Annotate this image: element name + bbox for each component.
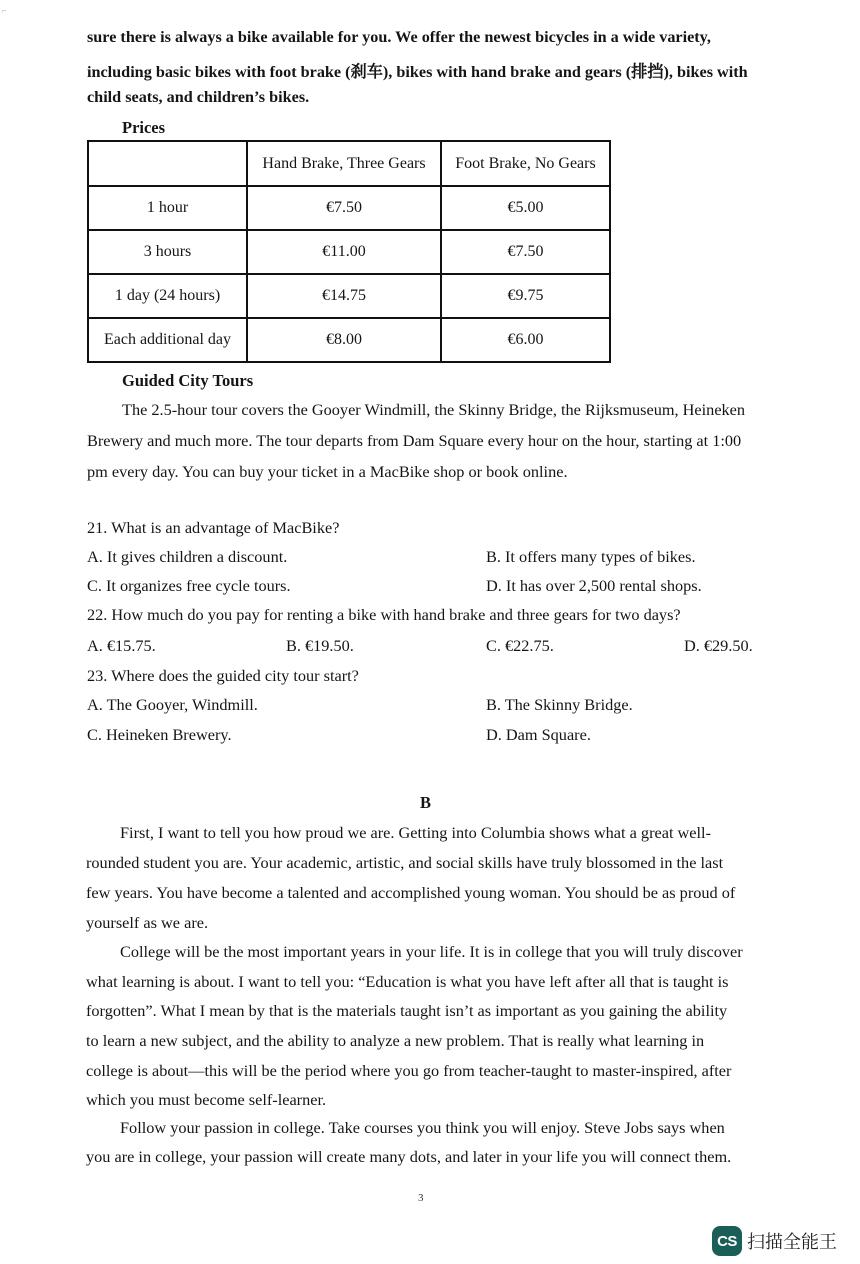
cs-logo-icon: CS xyxy=(712,1226,742,1256)
table-cell: €8.00 xyxy=(247,318,441,362)
option-23-b: B. The Skinny Bridge. xyxy=(486,695,633,714)
question-22: 22. How much do you pay for renting a bike with hand brake and three gears for two days? xyxy=(87,605,681,624)
passage-line: what learning is about. I want to tell you: “Education is what you have left after all that is taught is xyxy=(86,972,729,991)
table-cell: Each additional day xyxy=(88,318,247,362)
scanner-badge xyxy=(712,1226,837,1256)
option-21-c: C. It organizes free cycle tours. xyxy=(87,576,291,595)
passage-line: College will be the most important years in your life. It is in college that you will truly discover xyxy=(120,942,743,961)
option-23-d: D. Dam Square. xyxy=(486,725,591,744)
page-number: 3 xyxy=(418,1192,424,1204)
corner-mark: ⌐ xyxy=(2,6,7,15)
table-row xyxy=(88,230,610,274)
option-22-d: D. €29.50. xyxy=(684,636,753,655)
passage-line: to learn a new subject, and the ability to analyze a new problem. That is really what learning in xyxy=(86,1031,705,1050)
option-21-d: D. It has over 2,500 rental shops. xyxy=(486,576,702,595)
table-cell: 1 day (24 hours) xyxy=(88,274,247,318)
prices-title: Prices xyxy=(122,118,166,137)
option-23-a: A. The Gooyer, Windmill. xyxy=(87,695,258,714)
table-row xyxy=(88,186,610,230)
passage-line: which you must become self-learner. xyxy=(86,1090,327,1109)
passage-line: college is about—this will be the period where you go from teacher-taught to master-inspired, after xyxy=(86,1061,732,1080)
table-row xyxy=(88,318,610,362)
passage-line: Follow your passion in college. Take courses you think you will enjoy. Steve Jobs says when xyxy=(120,1118,725,1137)
passage-line: forgotten”. What I mean by that is the materials taught isn’t as important as you gaining the ability xyxy=(86,1001,728,1020)
passage-line: First, I want to tell you how proud we are. Getting into Columbia shows what a great well- xyxy=(120,823,711,842)
option-22-b: B. €19.50. xyxy=(286,636,354,655)
table-cell: 3 hours xyxy=(88,230,247,274)
option-21-a: A. It gives children a discount. xyxy=(87,547,288,566)
table-cell: €9.75 xyxy=(441,274,610,318)
intro-line: including basic bikes with foot brake (刹车), bikes with hand brake and gears (排挡), bikes with xyxy=(87,63,748,81)
question-21: 21. What is an advantage of MacBike? xyxy=(87,518,340,537)
option-23-c: C. Heineken Brewery. xyxy=(87,725,232,744)
table-cell: €7.50 xyxy=(441,230,610,274)
table-cell: €5.00 xyxy=(441,186,610,230)
table-row xyxy=(88,274,610,318)
table-cell: €7.50 xyxy=(247,186,441,230)
section-b-heading: B xyxy=(420,793,432,812)
intro-line: child seats, and children’s bikes. xyxy=(87,88,310,106)
table-header-cell: Foot Brake, No Gears xyxy=(441,141,610,186)
tours-line: Brewery and much more. The tour departs from Dam Square every hour on the hour, starting at 1:00 xyxy=(87,431,742,450)
tours-line: pm every day. You can buy your ticket in a MacBike shop or book online. xyxy=(87,462,568,481)
option-22-a: A. €15.75. xyxy=(87,636,156,655)
intro-line: sure there is always a bike available for you. We offer the newest bicycles in a wide variety, xyxy=(87,28,711,46)
passage-line: few years. You have become a talented and accomplished young woman. You should be as proud of xyxy=(86,883,736,902)
tours-title: Guided City Tours xyxy=(122,371,254,390)
passage-line: rounded student you are. Your academic, artistic, and social skills have truly blossomed in the last xyxy=(86,853,724,872)
table-cell: €11.00 xyxy=(247,230,441,274)
option-22-c: C. €22.75. xyxy=(486,636,554,655)
table-cell: 1 hour xyxy=(88,186,247,230)
passage-line: yourself as we are. xyxy=(86,913,209,932)
table-header-row xyxy=(88,141,610,186)
table-header-cell: Hand Brake, Three Gears xyxy=(247,141,441,186)
scanner-app-name: 扫描全能王 xyxy=(747,1232,837,1253)
table-cell: €14.75 xyxy=(247,274,441,318)
passage-line: you are in college, your passion will create many dots, and later in your life you will connect them. xyxy=(86,1147,732,1166)
option-21-b: B. It offers many types of bikes. xyxy=(486,547,696,566)
prices-table xyxy=(87,140,611,363)
tours-line: The 2.5-hour tour covers the Gooyer Windmill, the Skinny Bridge, the Rijksmuseum, Heineken xyxy=(122,400,746,419)
table-header-cell xyxy=(88,141,247,186)
question-23: 23. Where does the guided city tour start? xyxy=(87,666,359,685)
table-cell: €6.00 xyxy=(441,318,610,362)
